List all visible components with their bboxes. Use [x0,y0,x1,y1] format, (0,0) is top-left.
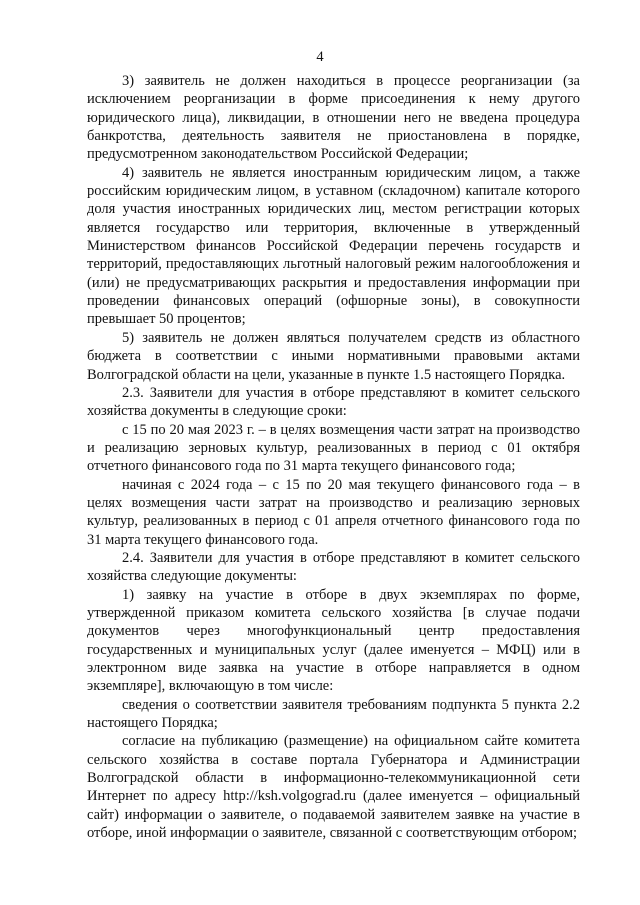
document-body [87,72,580,842]
paragraph-deadline-2024: начиная с 2024 года – с 15 по 20 мая текущего финансового года – в целях возмещения части затрат на производство и реализацию зерновых культур, реализованных в период с 01 апреля отчетного финансового года по 31 марта текущего финансового года. [87,476,580,548]
paragraph-requirement-3: 3) заявитель не должен находиться в процессе реорганизации (за исключением реорганизации в форме присоединения к нему другого юридического лица), ликвидации, в отношении него не введена процедура банкротства, деятельность заявителя не приостановлена в порядке, предусмотренном законодательством Российской Федерации; [87,73,580,163]
paragraph-section-2-3: 2.3. Заявители для участия в отборе представляют в комитет сельского хозяйства документы в следующие сроки: [87,384,580,420]
paragraph-publication-consent: согласие на публикацию (размещение) на официальном сайте комитета сельского хозяйства в составе портала Губернатора и Администрации Волгоградской области в информационно-телекоммуникационной сети Интернет по адресу http://ksh.volgograd.ru (далее именуется – официальный сайт) информации о заявителе, о подаваемой заявителем заявке на участие в отборе, иной информации о заявителе, связанной с соответствующим отбором; [87,733,580,842]
paragraph-document-1: 1) заявку на участие в отборе в двух экземплярах по форме, утвержденной приказом комитета сельского хозяйства [в случае подачи документов через многофункциональный центр предоставления государственных и муниципальных услуг (далее именуется – МФЦ) или в электронном виде заявка на участие в отборе направляется в одном экземпляре], включающую в том числе: [87,586,580,695]
paragraph-deadline-2023: с 15 по 20 мая 2023 г. – в целях возмещения части затрат на производство и реализацию зерновых культур, реализованных в период с 01 октября отчетного финансового года по 31 марта текущего финансового года; [87,421,580,475]
paragraph-requirement-4: 4) заявитель не является иностранным юридическим лицом, а также российским юридическим лицом, в уставном (складочном) капитале которого доля участия иностранных юридических лиц, местом регистрации которых является государство или территория, включенные в утвержденный Министерством финансов Российской Федерации перечень государств и территорий, предоставляющих льготный налоговый режим налогообложения и (или) не предусматривающих раскрытия и предоставления информации при проведении финансовых операций (офшорные зоны), в совокупности превышает 50 процентов; [87,164,580,328]
paragraph-compliance-info: сведения о соответствии заявителя требованиям подпункта 5 пункта 2.2 настоящего Порядка; [87,696,580,732]
paragraph-requirement-5: 5) заявитель не должен являться получателем средств из областного бюджета в соответствии с иными нормативными правовыми актами Волгоградской области на цели, указанные в пункте 1.5 настоящего Порядка. [87,329,580,383]
paragraph-section-2-4: 2.4. Заявители для участия в отборе представляют в комитет сельского хозяйства следующие документы: [87,549,580,585]
page-number: 4 [316,49,324,65]
